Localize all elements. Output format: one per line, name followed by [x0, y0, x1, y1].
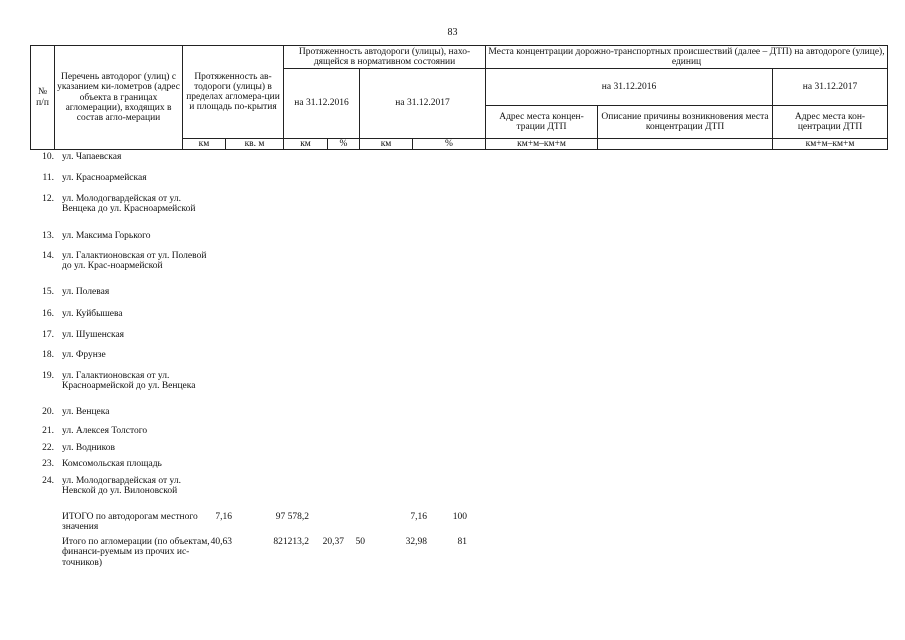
total-label: ИТОГО по автодорогам местного значения: [62, 512, 198, 533]
road-name: ул. Красноармейская: [62, 173, 147, 183]
header-norm-2017: на 31.12.2017: [360, 69, 486, 139]
row-number: 12.: [42, 194, 54, 204]
header-desc-2016: Описание причины возникновения места концентрации ДТП: [598, 106, 773, 139]
row-number: 23.: [42, 459, 54, 469]
unit-km: км: [360, 139, 413, 150]
row-number: 16.: [42, 309, 54, 319]
unit-empty: [598, 139, 773, 150]
header-addr-2016: Адрес места концен-трации ДТП: [486, 106, 598, 139]
header-roads: Перечень автодорог (улиц) с указанием ки-лометров (адрес объекта в границах агломерации), входящих в состав агло-мерации: [55, 46, 183, 150]
road-name: ул. Куйбышева: [62, 309, 123, 319]
road-name: ул. Алексея Толстого: [62, 426, 148, 436]
row-number: 17.: [42, 330, 54, 340]
total-label: Итого по агломерации (по объектам, финанси-руемым из прочих ис-точников): [62, 537, 210, 568]
header-dtp-places: Места концентрации дорожно-транспортных происшествий (далее – ДТП) на автодороге (улице), единиц: [486, 46, 888, 69]
unit-pct: %: [328, 139, 360, 150]
row-number: 19.: [42, 371, 54, 381]
total-length-km: 40,63: [210, 537, 232, 547]
road-name: Комсомольская площадь: [62, 459, 162, 469]
road-name: ул. Молодогвардейская от ул. Невской до ул. Вилоновской: [62, 476, 181, 497]
total-norm-2017-km: 32,98: [405, 537, 427, 547]
road-name: ул. Чапаевская: [62, 152, 122, 162]
total-norm-2017-km: 7,16: [410, 512, 427, 522]
header-norm-2016: на 31.12.2016: [284, 69, 360, 139]
header-addr-2017: Адрес места кон-центрации ДТП: [773, 106, 888, 139]
header-length: Протяженность ав-тодороги (улицы) в пределах агломера-ции и площадь по-крытия: [183, 46, 284, 139]
row-number: 18.: [42, 350, 54, 360]
road-name: ул. Галактионовская от ул. Красноармейской до ул. Венцека: [62, 371, 196, 392]
total-area-sqm: 97 578,2: [275, 512, 309, 522]
row-number: 10.: [42, 152, 54, 162]
unit-km: км: [183, 139, 226, 150]
road-name: ул. Максима Горького: [62, 231, 151, 241]
row-number: 21.: [42, 426, 54, 436]
total-area-sqm: 821213,2: [273, 537, 309, 547]
road-name: ул. Галактионовская от ул. Полевой до ул. Крас-ноармейской: [62, 251, 207, 272]
row-number: 13.: [42, 231, 54, 241]
row-number: 20.: [42, 407, 54, 417]
table-header: [30, 45, 888, 150]
road-name: ул. Фрунзе: [62, 350, 106, 360]
header-no: № п/п: [31, 46, 55, 150]
total-norm-2017-pct: 100: [452, 512, 467, 522]
row-number: 14.: [42, 251, 54, 261]
road-name: ул. Полевая: [62, 287, 110, 297]
header-places-2016: на 31.12.2016: [486, 69, 773, 106]
road-name: ул. Шушенская: [62, 330, 125, 340]
total-norm-2017-pct: 81: [457, 537, 467, 547]
unit-pct: %: [413, 139, 486, 150]
unit-km-m: км+м–км+м: [486, 139, 598, 150]
row-number: 24.: [42, 476, 54, 486]
page-number: 83: [447, 27, 458, 38]
total-length-km: 7,16: [215, 512, 232, 522]
row-number: 15.: [42, 287, 54, 297]
header-normative: Протяженность автодороги (улицы), нахо-дящейся в нормативном состоянии: [284, 46, 486, 69]
road-name: ул. Водников: [62, 443, 116, 453]
total-norm-2016-pct: 50: [355, 537, 365, 547]
row-number: 11.: [42, 173, 54, 183]
road-name: ул. Венцека: [62, 407, 110, 417]
row-number: 22.: [42, 443, 54, 453]
header-places-2017: на 31.12.2017: [773, 69, 888, 106]
unit-sqm: кв. м: [226, 139, 284, 150]
road-name: ул. Молодогвардейская от ул. Венцека до ул. Красноармейской: [62, 194, 196, 215]
unit-km: км: [284, 139, 328, 150]
total-norm-2016-km: 20,37: [322, 537, 344, 547]
unit-km-m: км+м–км+м: [773, 139, 888, 150]
